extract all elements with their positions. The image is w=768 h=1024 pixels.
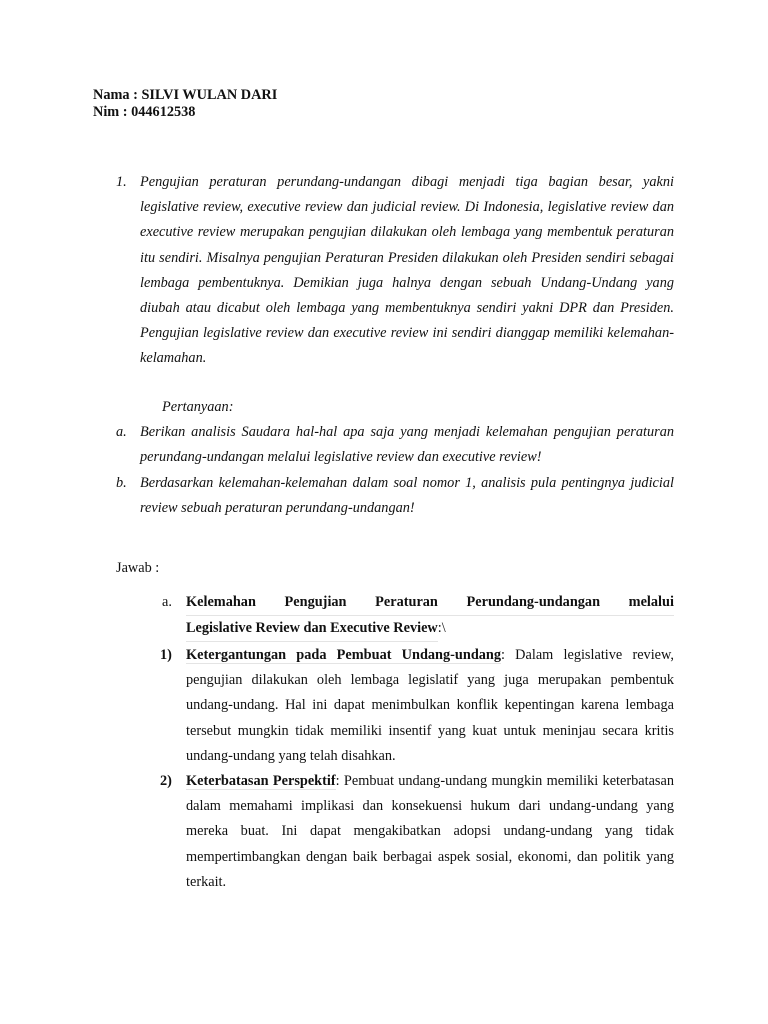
question-number: 1.	[116, 174, 127, 190]
answer-label: a.	[162, 594, 172, 610]
point-term: Ketergantungan pada Pembuat Undang-undang	[186, 647, 502, 663]
heading-word: Peraturan	[375, 594, 438, 610]
jawab-label: Jawab :	[116, 560, 160, 576]
question-text: Pengujian peraturan perundang-undangan dibagi menjadi tiga bagian besar, yakni legislative review, executive review dan judicial review. Di Indonesia, legislative review dan executive review merupakan pengujian dilakukan oleh lembaga yang membentuk peraturan itu sendiri. Misalnya pengujian Peraturan Presiden dilakukan oleh Presiden sendiri sebagai lembaga pembentuknya. Demikian juga halnya dengan sebuah Undang-Undang yang diubah atau dicabut oleh lembaga yang membentuknya sendiri yakni DPR dan Presiden. Pengujian legislative review dan executive review ini sendiri dianggap memiliki kelemahan-kelamahan.	[140, 174, 674, 367]
answer-heading-line1	[186, 590, 674, 616]
heading-word: melalui	[628, 594, 674, 610]
point-1	[160, 643, 674, 769]
point-label: 1)	[160, 647, 172, 663]
sub-question-a	[116, 420, 674, 470]
point-term: Keterbatasan Perspektif	[186, 773, 336, 789]
answer-heading-line2: Legislative Review dan Executive Review	[186, 616, 438, 642]
sub-question-b	[116, 471, 674, 521]
heading-word: Kelemahan	[186, 594, 256, 610]
point-label: 2)	[160, 773, 172, 789]
point-text: : Dalam legislative review, pengujian dilakukan oleh lembaga legislatif yang juga merupakan pembentuk undang-undang. Hal ini dapat menimbulkan konflik kepentingan karena lembaga tersebut mungkin tidak memiliki insentif yang kuat untuk meninjau secara kritis undang-undang yang telah disahkan.	[186, 647, 674, 764]
student-nim: Nim : 044612538	[93, 104, 196, 120]
answer-heading-suffix: :\	[437, 620, 446, 637]
pertanyaan-label: Pertanyaan:	[162, 399, 234, 415]
point-text: : Pembuat undang-undang mungkin memiliki keterbatasan dalam memahami implikasi dan konsekuensi hukum dari undang-undang yang mereka buat. Ini dapat mengakibatkan adopsi undang-undang yang tidak mempertimbangkan dengan baik berbagai aspek sosial, ekonomi, dan politik yang terkait.	[186, 773, 674, 890]
heading-word: Pengujian	[284, 594, 347, 610]
answer-a-heading	[162, 590, 674, 642]
sub-question-text: Berikan analisis Saudara hal-hal apa saja yang menjadi kelemahan pengujian peraturan perundang-undangan melalui legislative review dan executive review!	[140, 424, 674, 466]
student-name: Nama : SILVI WULAN DARI	[93, 87, 278, 103]
sub-question-text: Berdasarkan kelemahan-kelemahan dalam soal nomor 1, analisis pula pentingnya judicial review sebuah peraturan perundang-undangan!	[140, 475, 674, 517]
question-1	[116, 170, 674, 372]
sub-question-label: a.	[116, 424, 127, 440]
point-2	[160, 769, 674, 895]
sub-question-label: b.	[116, 475, 127, 491]
student-header	[93, 87, 277, 121]
heading-word: Perundang-undangan	[466, 594, 601, 610]
